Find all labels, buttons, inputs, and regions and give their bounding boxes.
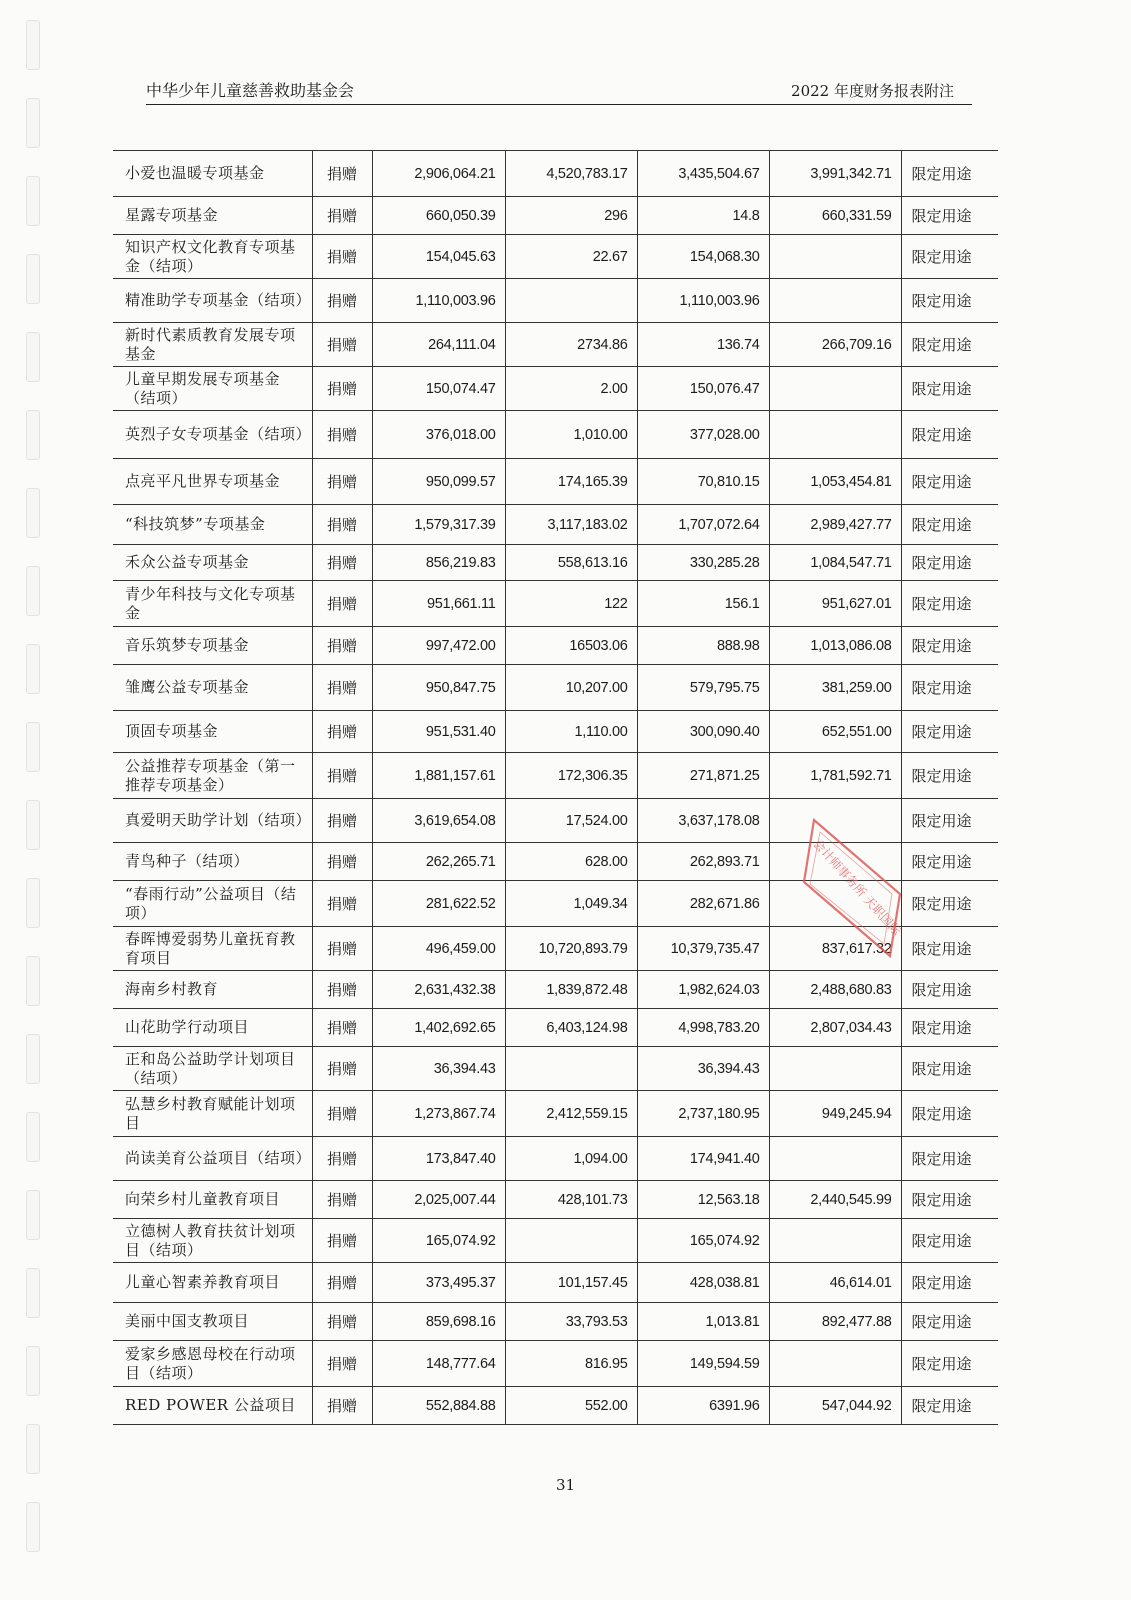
fund-name-cell: 英烈子女专项基金（结项） bbox=[113, 411, 312, 459]
increase-cell: 628.00 bbox=[505, 843, 637, 881]
type-cell: 捐赠 bbox=[312, 1219, 372, 1263]
decrease-cell: 3,435,504.67 bbox=[637, 151, 769, 197]
binding-hole bbox=[26, 1190, 40, 1240]
opening-balance-cell: 859,698.16 bbox=[372, 1303, 505, 1341]
type-cell: 捐赠 bbox=[312, 1387, 372, 1425]
table-row bbox=[113, 1137, 998, 1181]
increase-cell: 1,839,872.48 bbox=[505, 971, 637, 1009]
table-row bbox=[113, 1009, 998, 1047]
restriction-cell: 限定用途 bbox=[901, 545, 998, 581]
opening-balance-cell: 154,045.63 bbox=[372, 235, 505, 279]
increase-cell: 10,207.00 bbox=[505, 665, 637, 711]
closing-balance-cell: 1,781,592.71 bbox=[769, 753, 901, 799]
fund-name-cell: RED POWER 公益项目 bbox=[113, 1387, 312, 1425]
restriction-cell: 限定用途 bbox=[901, 627, 998, 665]
table-row bbox=[113, 753, 998, 799]
decrease-cell: 3,637,178.08 bbox=[637, 799, 769, 843]
opening-balance-cell: 2,025,007.44 bbox=[372, 1181, 505, 1219]
increase-cell bbox=[505, 1219, 637, 1263]
restriction-cell: 限定用途 bbox=[901, 1047, 998, 1091]
closing-balance-cell: 2,440,545.99 bbox=[769, 1181, 901, 1219]
report-title: 2022 年度财务报表附注 bbox=[791, 82, 954, 100]
opening-balance-cell: 997,472.00 bbox=[372, 627, 505, 665]
increase-cell: 1,010.00 bbox=[505, 411, 637, 459]
restriction-cell: 限定用途 bbox=[901, 323, 998, 367]
increase-cell: 2,412,559.15 bbox=[505, 1091, 637, 1137]
closing-balance-cell: 652,551.00 bbox=[769, 711, 901, 753]
increase-cell: 428,101.73 bbox=[505, 1181, 637, 1219]
type-cell: 捐赠 bbox=[312, 711, 372, 753]
restriction-cell: 限定用途 bbox=[901, 235, 998, 279]
table-row bbox=[113, 1047, 998, 1091]
restriction-cell: 限定用途 bbox=[901, 971, 998, 1009]
decrease-cell: 262,893.71 bbox=[637, 843, 769, 881]
closing-balance-cell: 660,331.59 bbox=[769, 197, 901, 235]
decrease-cell: 4,998,783.20 bbox=[637, 1009, 769, 1047]
restriction-cell: 限定用途 bbox=[901, 1137, 998, 1181]
closing-balance-cell: 892,477.88 bbox=[769, 1303, 901, 1341]
binding-hole bbox=[26, 1424, 40, 1474]
fund-name-cell: 雏鹰公益专项基金 bbox=[113, 665, 312, 711]
table-row bbox=[113, 1219, 998, 1263]
binding-hole bbox=[26, 956, 40, 1006]
fund-name-cell: “科技筑梦”专项基金 bbox=[113, 505, 312, 545]
fund-name-cell: 儿童早期发展专项基金（结项） bbox=[113, 367, 312, 411]
increase-cell: 1,094.00 bbox=[505, 1137, 637, 1181]
increase-cell: 33,793.53 bbox=[505, 1303, 637, 1341]
decrease-cell: 14.8 bbox=[637, 197, 769, 235]
fund-name-cell: 弘慧乡村教育赋能计划项目 bbox=[113, 1091, 312, 1137]
closing-balance-cell: 2,807,034.43 bbox=[769, 1009, 901, 1047]
restriction-cell: 限定用途 bbox=[901, 197, 998, 235]
type-cell: 捐赠 bbox=[312, 1181, 372, 1219]
type-cell: 捐赠 bbox=[312, 505, 372, 545]
closing-balance-cell: 951,627.01 bbox=[769, 581, 901, 627]
decrease-cell: 271,871.25 bbox=[637, 753, 769, 799]
closing-balance-cell: 1,084,547.71 bbox=[769, 545, 901, 581]
binding-hole bbox=[26, 1268, 40, 1318]
table-row bbox=[113, 581, 998, 627]
seal-text: 会计师事务所 天职国际 bbox=[810, 836, 904, 939]
increase-cell: 16503.06 bbox=[505, 627, 637, 665]
fund-name-cell: “春雨行动”公益项目（结项） bbox=[113, 881, 312, 927]
type-cell: 捐赠 bbox=[312, 753, 372, 799]
restriction-cell: 限定用途 bbox=[901, 843, 998, 881]
closing-balance-cell: 837,617.32 bbox=[769, 927, 901, 971]
opening-balance-cell: 281,622.52 bbox=[372, 881, 505, 927]
fund-table-container bbox=[113, 150, 998, 1425]
restriction-cell: 限定用途 bbox=[901, 1009, 998, 1047]
binding-hole bbox=[26, 644, 40, 694]
opening-balance-cell: 165,074.92 bbox=[372, 1219, 505, 1263]
opening-balance-cell: 1,579,317.39 bbox=[372, 505, 505, 545]
binding-hole bbox=[26, 878, 40, 928]
type-cell: 捐赠 bbox=[312, 1137, 372, 1181]
restriction-cell: 限定用途 bbox=[901, 1181, 998, 1219]
decrease-cell: 36,394.43 bbox=[637, 1047, 769, 1091]
table-row bbox=[113, 1091, 998, 1137]
table-row bbox=[113, 627, 998, 665]
opening-balance-cell: 150,074.47 bbox=[372, 367, 505, 411]
closing-balance-cell: 949,245.94 bbox=[769, 1091, 901, 1137]
decrease-cell: 12,563.18 bbox=[637, 1181, 769, 1219]
table-row bbox=[113, 367, 998, 411]
fund-name-cell: 青鸟种子（结项） bbox=[113, 843, 312, 881]
restriction-cell: 限定用途 bbox=[901, 1303, 998, 1341]
table-row bbox=[113, 279, 998, 323]
closing-balance-cell bbox=[769, 1047, 901, 1091]
fund-name-cell: 小爱也温暖专项基金 bbox=[113, 151, 312, 197]
opening-balance-cell: 2,631,432.38 bbox=[372, 971, 505, 1009]
fund-name-cell: 新时代素质教育发展专项基金 bbox=[113, 323, 312, 367]
binding-hole bbox=[26, 1346, 40, 1396]
table-row bbox=[113, 235, 998, 279]
decrease-cell: 2,737,180.95 bbox=[637, 1091, 769, 1137]
table-row bbox=[113, 1303, 998, 1341]
opening-balance-cell: 36,394.43 bbox=[372, 1047, 505, 1091]
type-cell: 捐赠 bbox=[312, 323, 372, 367]
closing-balance-cell bbox=[769, 411, 901, 459]
restriction-cell: 限定用途 bbox=[901, 665, 998, 711]
fund-name-cell: 真爱明天助学计划（结项） bbox=[113, 799, 312, 843]
restriction-cell: 限定用途 bbox=[901, 367, 998, 411]
type-cell: 捐赠 bbox=[312, 971, 372, 1009]
increase-cell: 22.67 bbox=[505, 235, 637, 279]
fund-name-cell: 正和岛公益助学计划项目（结项） bbox=[113, 1047, 312, 1091]
binding-hole bbox=[26, 800, 40, 850]
decrease-cell: 377,028.00 bbox=[637, 411, 769, 459]
decrease-cell: 6391.96 bbox=[637, 1387, 769, 1425]
binding-hole bbox=[26, 488, 40, 538]
table-row bbox=[113, 665, 998, 711]
decrease-cell: 282,671.86 bbox=[637, 881, 769, 927]
type-cell: 捐赠 bbox=[312, 367, 372, 411]
decrease-cell: 888.98 bbox=[637, 627, 769, 665]
binding-hole bbox=[26, 176, 40, 226]
binding-hole bbox=[26, 1112, 40, 1162]
decrease-cell: 330,285.28 bbox=[637, 545, 769, 581]
binding-hole bbox=[26, 254, 40, 304]
closing-balance-cell: 381,259.00 bbox=[769, 665, 901, 711]
opening-balance-cell: 262,265.71 bbox=[372, 843, 505, 881]
restriction-cell: 限定用途 bbox=[901, 505, 998, 545]
type-cell: 捐赠 bbox=[312, 665, 372, 711]
restriction-cell: 限定用途 bbox=[901, 459, 998, 505]
closing-balance-cell bbox=[769, 1137, 901, 1181]
restriction-cell: 限定用途 bbox=[901, 1341, 998, 1387]
binding-hole bbox=[26, 98, 40, 148]
type-cell: 捐赠 bbox=[312, 235, 372, 279]
fund-name-cell: 春晖博爱弱势儿童抚育教育项目 bbox=[113, 927, 312, 971]
decrease-cell: 1,982,624.03 bbox=[637, 971, 769, 1009]
decrease-cell: 165,074.92 bbox=[637, 1219, 769, 1263]
type-cell: 捐赠 bbox=[312, 627, 372, 665]
increase-cell: 2.00 bbox=[505, 367, 637, 411]
fund-name-cell: 美丽中国支教项目 bbox=[113, 1303, 312, 1341]
type-cell: 捐赠 bbox=[312, 1009, 372, 1047]
type-cell: 捐赠 bbox=[312, 1263, 372, 1303]
table-row bbox=[113, 459, 998, 505]
binding-holes bbox=[20, 20, 44, 1590]
closing-balance-cell bbox=[769, 1219, 901, 1263]
restriction-cell: 限定用途 bbox=[901, 753, 998, 799]
opening-balance-cell: 2,906,064.21 bbox=[372, 151, 505, 197]
increase-cell: 174,165.39 bbox=[505, 459, 637, 505]
fund-name-cell: 精准助学专项基金（结项） bbox=[113, 279, 312, 323]
type-cell: 捐赠 bbox=[312, 1303, 372, 1341]
decrease-cell: 1,110,003.96 bbox=[637, 279, 769, 323]
type-cell: 捐赠 bbox=[312, 279, 372, 323]
closing-balance-cell: 1,013,086.08 bbox=[769, 627, 901, 665]
decrease-cell: 154,068.30 bbox=[637, 235, 769, 279]
type-cell: 捐赠 bbox=[312, 843, 372, 881]
fund-name-cell: 海南乡村教育 bbox=[113, 971, 312, 1009]
table-row bbox=[113, 197, 998, 235]
fund-name-cell: 公益推荐专项基金（第一推荐专项基金） bbox=[113, 753, 312, 799]
decrease-cell: 149,594.59 bbox=[637, 1341, 769, 1387]
type-cell: 捐赠 bbox=[312, 459, 372, 505]
opening-balance-cell: 376,018.00 bbox=[372, 411, 505, 459]
type-cell: 捐赠 bbox=[312, 411, 372, 459]
fund-name-cell: 星露专项基金 bbox=[113, 197, 312, 235]
type-cell: 捐赠 bbox=[312, 1047, 372, 1091]
opening-balance-cell: 1,110,003.96 bbox=[372, 279, 505, 323]
fund-name-cell: 青少年科技与文化专项基金 bbox=[113, 581, 312, 627]
binding-hole bbox=[26, 410, 40, 460]
table-row bbox=[113, 1181, 998, 1219]
decrease-cell: 136.74 bbox=[637, 323, 769, 367]
decrease-cell: 428,038.81 bbox=[637, 1263, 769, 1303]
fund-name-cell: 顶固专项基金 bbox=[113, 711, 312, 753]
closing-balance-cell bbox=[769, 367, 901, 411]
closing-balance-cell: 46,614.01 bbox=[769, 1263, 901, 1303]
closing-balance-cell bbox=[769, 1341, 901, 1387]
binding-hole bbox=[26, 1034, 40, 1084]
type-cell: 捐赠 bbox=[312, 545, 372, 581]
decrease-cell: 1,707,072.64 bbox=[637, 505, 769, 545]
increase-cell: 17,524.00 bbox=[505, 799, 637, 843]
type-cell: 捐赠 bbox=[312, 927, 372, 971]
restriction-cell: 限定用途 bbox=[901, 711, 998, 753]
decrease-cell: 579,795.75 bbox=[637, 665, 769, 711]
increase-cell: 6,403,124.98 bbox=[505, 1009, 637, 1047]
table-row bbox=[113, 505, 998, 545]
fund-name-cell: 儿童心智素养教育项目 bbox=[113, 1263, 312, 1303]
opening-balance-cell: 660,050.39 bbox=[372, 197, 505, 235]
increase-cell bbox=[505, 279, 637, 323]
increase-cell: 1,049.34 bbox=[505, 881, 637, 927]
closing-balance-cell bbox=[769, 235, 901, 279]
increase-cell: 1,110.00 bbox=[505, 711, 637, 753]
organization-name: 中华少年儿童慈善救助基金会 bbox=[146, 81, 355, 100]
fund-name-cell: 知识产权文化教育专项基金（结项） bbox=[113, 235, 312, 279]
restriction-cell: 限定用途 bbox=[901, 581, 998, 627]
restriction-cell: 限定用途 bbox=[901, 1387, 998, 1425]
increase-cell: 552.00 bbox=[505, 1387, 637, 1425]
table-row bbox=[113, 1263, 998, 1303]
type-cell: 捐赠 bbox=[312, 799, 372, 843]
type-cell: 捐赠 bbox=[312, 151, 372, 197]
restriction-cell: 限定用途 bbox=[901, 881, 998, 927]
binding-hole bbox=[26, 20, 40, 70]
binding-hole bbox=[26, 332, 40, 382]
table-row bbox=[113, 411, 998, 459]
increase-cell bbox=[505, 1047, 637, 1091]
decrease-cell: 150,076.47 bbox=[637, 367, 769, 411]
decrease-cell: 70,810.15 bbox=[637, 459, 769, 505]
closing-balance-cell: 3,991,342.71 bbox=[769, 151, 901, 197]
type-cell: 捐赠 bbox=[312, 197, 372, 235]
opening-balance-cell: 148,777.64 bbox=[372, 1341, 505, 1387]
opening-balance-cell: 496,459.00 bbox=[372, 927, 505, 971]
decrease-cell: 1,013.81 bbox=[637, 1303, 769, 1341]
increase-cell: 4,520,783.17 bbox=[505, 151, 637, 197]
table-row bbox=[113, 971, 998, 1009]
opening-balance-cell: 950,847.75 bbox=[372, 665, 505, 711]
restriction-cell: 限定用途 bbox=[901, 1219, 998, 1263]
binding-hole bbox=[26, 566, 40, 616]
page-header bbox=[146, 76, 972, 105]
fund-table bbox=[113, 150, 998, 1425]
restriction-cell: 限定用途 bbox=[901, 279, 998, 323]
increase-cell: 3,117,183.02 bbox=[505, 505, 637, 545]
decrease-cell: 156.1 bbox=[637, 581, 769, 627]
binding-hole bbox=[26, 1502, 40, 1552]
fund-name-cell: 山花助学行动项目 bbox=[113, 1009, 312, 1047]
type-cell: 捐赠 bbox=[312, 1091, 372, 1137]
table-row bbox=[113, 323, 998, 367]
fund-name-cell: 禾众公益专项基金 bbox=[113, 545, 312, 581]
decrease-cell: 10,379,735.47 bbox=[637, 927, 769, 971]
auditor-seal bbox=[800, 818, 904, 958]
increase-cell: 172,306.35 bbox=[505, 753, 637, 799]
table-row bbox=[113, 1341, 998, 1387]
opening-balance-cell: 950,099.57 bbox=[372, 459, 505, 505]
closing-balance-cell: 266,709.16 bbox=[769, 323, 901, 367]
closing-balance-cell: 1,053,454.81 bbox=[769, 459, 901, 505]
closing-balance-cell: 547,044.92 bbox=[769, 1387, 901, 1425]
opening-balance-cell: 373,495.37 bbox=[372, 1263, 505, 1303]
restriction-cell: 限定用途 bbox=[901, 411, 998, 459]
table-row bbox=[113, 545, 998, 581]
fund-table-body bbox=[113, 151, 998, 1425]
opening-balance-cell: 552,884.88 bbox=[372, 1387, 505, 1425]
opening-balance-cell: 1,881,157.61 bbox=[372, 753, 505, 799]
restriction-cell: 限定用途 bbox=[901, 151, 998, 197]
table-row bbox=[113, 711, 998, 753]
type-cell: 捐赠 bbox=[312, 881, 372, 927]
decrease-cell: 174,941.40 bbox=[637, 1137, 769, 1181]
increase-cell: 10,720,893.79 bbox=[505, 927, 637, 971]
closing-balance-cell: 2,989,427.77 bbox=[769, 505, 901, 545]
fund-name-cell: 音乐筑梦专项基金 bbox=[113, 627, 312, 665]
type-cell: 捐赠 bbox=[312, 1341, 372, 1387]
increase-cell: 122 bbox=[505, 581, 637, 627]
closing-balance-cell: 2,488,680.83 bbox=[769, 971, 901, 1009]
increase-cell: 558,613.16 bbox=[505, 545, 637, 581]
fund-name-cell: 立德树人教育扶贫计划项目（结项） bbox=[113, 1219, 312, 1263]
closing-balance-cell bbox=[769, 279, 901, 323]
increase-cell: 816.95 bbox=[505, 1341, 637, 1387]
opening-balance-cell: 856,219.83 bbox=[372, 545, 505, 581]
page-number: 31 bbox=[555, 1476, 576, 1494]
increase-cell: 296 bbox=[505, 197, 637, 235]
decrease-cell: 300,090.40 bbox=[637, 711, 769, 753]
opening-balance-cell: 3,619,654.08 bbox=[372, 799, 505, 843]
restriction-cell: 限定用途 bbox=[901, 1263, 998, 1303]
fund-name-cell: 点亮平凡世界专项基金 bbox=[113, 459, 312, 505]
opening-balance-cell: 173,847.40 bbox=[372, 1137, 505, 1181]
fund-name-cell: 尚读美育公益项目（结项） bbox=[113, 1137, 312, 1181]
opening-balance-cell: 951,531.40 bbox=[372, 711, 505, 753]
fund-name-cell: 爱家乡感恩母校在行动项目（结项） bbox=[113, 1341, 312, 1387]
increase-cell: 2734.86 bbox=[505, 323, 637, 367]
fund-name-cell: 向荣乡村儿童教育项目 bbox=[113, 1181, 312, 1219]
restriction-cell: 限定用途 bbox=[901, 1091, 998, 1137]
opening-balance-cell: 264,111.04 bbox=[372, 323, 505, 367]
type-cell: 捐赠 bbox=[312, 581, 372, 627]
table-row bbox=[113, 151, 998, 197]
opening-balance-cell: 1,273,867.74 bbox=[372, 1091, 505, 1137]
table-row bbox=[113, 1387, 998, 1425]
opening-balance-cell: 951,661.11 bbox=[372, 581, 505, 627]
opening-balance-cell: 1,402,692.65 bbox=[372, 1009, 505, 1047]
restriction-cell: 限定用途 bbox=[901, 799, 998, 843]
binding-hole bbox=[26, 722, 40, 772]
restriction-cell: 限定用途 bbox=[901, 927, 998, 971]
increase-cell: 101,157.45 bbox=[505, 1263, 637, 1303]
